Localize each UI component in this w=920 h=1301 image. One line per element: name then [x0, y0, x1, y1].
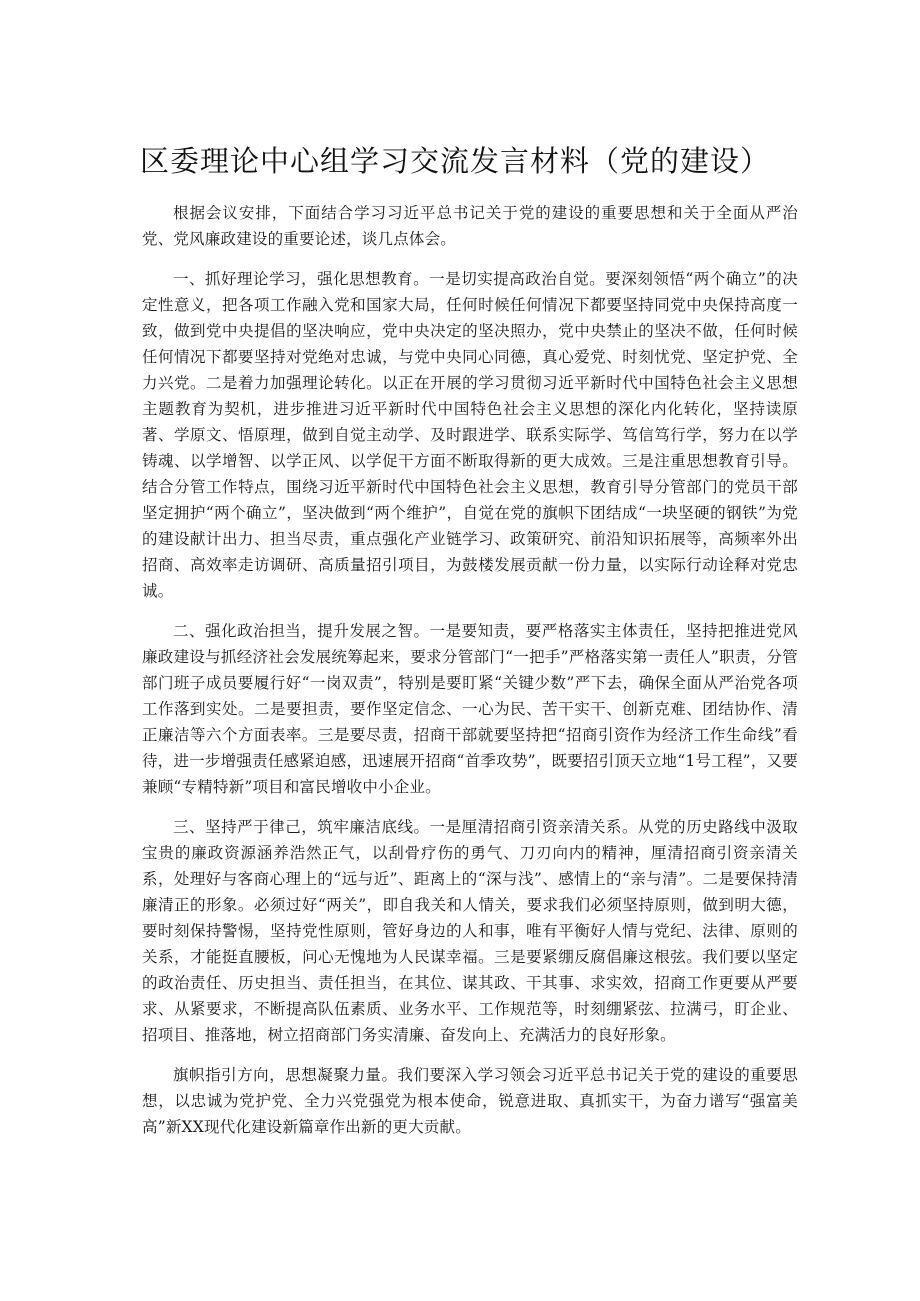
- paragraph-intro: 根据会议安排，下面结合学习习近平总书记关于党的建设的重要思想和关于全面从严治党、党风廉政建设的重要论述，谈几点体会。: [142, 204, 798, 248]
- document-title: 区委理论中心组学习交流发言材料（党的建设）: [140, 144, 771, 178]
- paragraph-conclusion: 旗帜指引方向，思想凝聚力量。我们要深入学习领会习近平总书记关于党的建设的重要思想，以忠诚为党护党、全力兴党强党为根本使命，锐意进取、真抓实干，为奋力谱写“强富美高”新XX现代化建设新篇章作出新的更大贡献。: [142, 1066, 798, 1136]
- paragraph-section-3: 三、坚持严于律己，筑牢廉洁底线。一是厘清招商引资亲清关系。从党的历史路线中汲取宝贵的廉政资源涵养浩然正气，以刮骨疗伤的勇气、刀刃向内的精神，厘清招商引资亲清关系，处理好与客商心理上的“远与近”、距离上的“深与浅”、感情上的“亲与清”。二是要保持清廉清正的形象。必须过好“两关”，即自我关和人情关，要求我们必须坚持原则，做到明大德，要时刻保持警惕，坚持党性原则，管好身边的人和事，唯有平衡好人情与党纪、法律、原则的关系，才能挺直腰板，问心无愧地为人民谋幸福。三是要紧绷反腐倡廉这根弦。我们要以坚定的政治责任、历史担当、责任担当，在其位、谋其政、干其事、求实效，招商工作更要从严要求、从紧要求，不断提高队伍素质、业务水平、工作规范等，时刻绷紧弦、拉满弓，盯企业、招项目、推落地，树立招商部门务实清廉、奋发向上、充满活力的良好形象。: [142, 818, 798, 1044]
- paragraph-section-1: 一、抓好理论学习，强化思想教育。一是切实提高政治自觉。要深刻领悟“两个确立”的决定性意义，把各项工作融入党和国家大局，任何时候任何情况下都要坚持同党中央保持高度一致，做到党中央提倡的坚决响应，党中央决定的坚决照办，党中央禁止的坚决不做，任何时候任何情况下都要坚持对党绝对忠诚，与党中央同心同德，真心爱党、时刻忧党、坚定护党、全力兴党。二是着力加强理论转化。以正在开展的学习贯彻习近平新时代中国特色社会主义思想主题教育为契机，进步推进习近平新时代中国特色社会主义思想的深化内化转化，坚持读原著、学原文、悟原理，做到自觉主动学、及时跟进学、联系实际学、笃信笃行学，努力在以学铸魂、以学增智、以学正风、以学促干方面不断取得新的更大成效。三是注重思想教育引导。结合分管工作特点，围绕习近平新时代中国特色社会主义思想，教育引导分管部门的党员干部坚定拥护“两个确立”，坚决做到“两个维护”，自觉在党的旗帜下团结成“一块坚硬的钢铁”为党的建设献计出力、担当尽责，重点强化产业链学习、政策研究、前沿知识拓展等，高频率外出招商、高效率走访调研、高质量招引项目，为鼓楼发展贡献一份力量，以实际行动诠释对党忠诚。: [142, 270, 798, 600]
- document-body: [142, 200, 798, 1154]
- paragraph-section-2: 二、强化政治担当，提升发展之智。一是要知责，要严格落实主体责任，坚持把推进党风廉政建设与抓经济社会发展统筹起来，要求分管部门“一把手”严格落实第一责任人”职责，分管部门班子成员要履行好“一岗双责”，特别是要盯紧“关键少数”严下去，确保全面从严治党各项工作落到实处。二是要担责，要作坚定信念、一心为民、苦干实干、创新克难、团结协作、清正廉洁等六个方面表率。三是要尽责，招商干部就要坚持把“招商引资作为经济工作生命线”看待，进一步增强责任感紧迫感，迅速展开招商“首季攻势”，既要招引顶天立地“1号工程”，又要兼顾“专精特新”项目和富民增收中小企业。: [142, 622, 798, 796]
